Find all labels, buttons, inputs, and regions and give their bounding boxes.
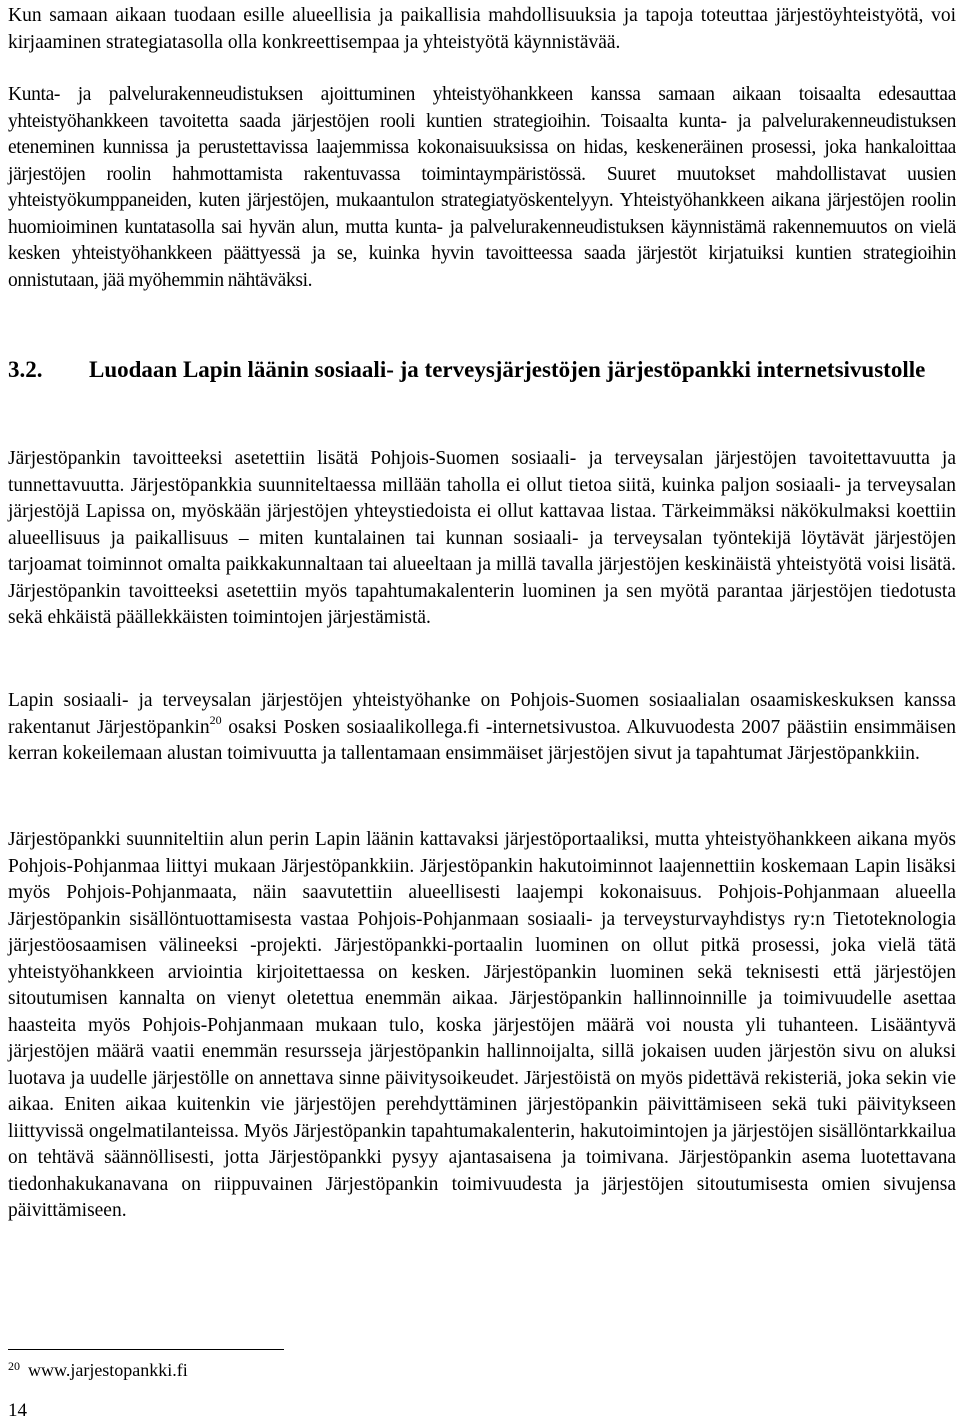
footnote-reference: 20 xyxy=(209,712,222,727)
paragraph-4-text-before: Lapin sosiaali- ja terveysalan järjestöjen yhteistyöhanke on Pohjois-Suomen sosiaalialan osaamiskeskuksen kanssa rakentanut Järjestöpankin xyxy=(8,690,956,738)
paragraph-3: Järjestöpankin tavoitteeksi asetettiin lisätä Pohjois-Suomen sosiaali- ja terveysalan järjestöjen tavoitettavuutta ja tunnettavuutta. Järjestöpankkia suunniteltaessa millään taholla ei ollut tietoa siitä, kuinka paljon sosiaali- ja terveysalan järjestöjä Lapissa on, myöskään järjestöjen yhteystiedoista ei ollut kattavaa listaa. Tärkeimmäksi näkökulmaksi koettiin alueellisuus ja paikallisuus – miten kuntalainen tai kunnan sosiaali- ja terveysalan työntekijä löytävät järjestöjen tarjoamat toiminnot omalta paikkakunnaltaan tai alueeltaan ja millä tavalla järjestöjen keskinäistä yhteistyötä voisi lisätä. Järjestöpankin tavoitteeksi asetettiin myös tapahtumakalenterin luominen ja sen myötä parantaa järjestöjen tiedotusta sekä ehkäistä päällekkäisten toimintojen järjestämistä. xyxy=(8,448,956,628)
section-title: Luodaan Lapin läänin sosiaali- ja terveysjärjestöjen järjestöpankki internetsivustolle xyxy=(89,357,926,382)
footnote-text: www.jarjestopankki.fi xyxy=(28,1360,188,1380)
footnote-divider xyxy=(8,1349,284,1350)
paragraph-4-text-after: osaksi Posken sosiaalikollega.fi -internetsivustoa. Alkuvuodesta 2007 päästiin ensimmäisen kerran kokeilemaan alustan toimivuutta ja tallentamaan ensimmäiset järjestöjen sivut ja tapahtumat Järjestöpankkiin. xyxy=(8,716,956,764)
page-number: 14 xyxy=(8,1400,27,1421)
paragraph-1: Kun samaan aikaan tuodaan esille alueellisia ja paikallisia mahdollisuuksia ja tapoja toteuttaa järjestöyhteistyötä, voi kirjaaminen strategiatasolla olla konkreettisempaa ja yhteistyötä käynnistävää. xyxy=(8,5,956,53)
paragraph-4 xyxy=(8,688,956,768)
section-number: 3.2. xyxy=(8,357,43,382)
paragraph-5: Järjestöpankki suunniteltiin alun perin Lapin läänin kattavaksi järjestöportaaliksi, mutta yhteistyöhankkeen aikana myös Pohjois-Pohjanmaa liittyi mukaan Järjestöpankkiin. Järjestöpankin hakutoiminnot laajennettiin koskemaan Lapin lisäksi myös Pohjois-Pohjanmaata, näin saavutettiin alueellisesti laajempi kokonaisuus. Pohjois-Pohjanmaan alueella Järjestöpankin sisällöntuottamisesta vastaa Pohjois-Pohjanmaan sosiaali- ja terveysturvayhdistys ry:n Tietoteknologia järjestöosaamisen välineeksi -projekti. Järjestöpankki-portaalin luominen on ollut pitkä prosessi, joka vielä tätä yhteistyöhankkeen arviointia kirjoitettaessa on kesken. Järjestöpankin luominen sekä teknisesti että järjestöjen sitoutumisen kannalta on vienyt oletettua enemmän aikaa. Järjestöpankin hallinnoinnille ja toimivuudelle asettaa haasteita myös Pohjois-Pohjanmaan mukaan tulo, koska järjestöjen määrä voi nousta yli tuhanteen. Lisääntyvä järjestöjen määrä vaatii enemmän resursseja järjestöpankin hallinnoijalta, sillä jokaisen uuden järjestön sivu on aluksi luotava ja uudelle järjestölle on annettava sinne päivitysoikeudet. Järjestöistä on myös pidettävä rekisteriä, joka sekin vie aikaa. Eniten aikaa kuitenkin vie järjestöjen perehdyttäminen järjestöpankin päivittämiseen sekä tuki päivitykseen liittyvissä ongelmatilanteissa. Myös Järjestöpankin tapahtumakalenterin, hakutoimintojen ja järjestöjen sisällöntarkkailua on tehtävä säännöllisesti, jotta Järjestöpankki pysyy ajantasaisena ja toimivana. Järjestöpankin asema luotettavana tiedonhakukanavana on riippuvainen Järjestöpankin toimivuudesta ja järjestöjen sitoutumisesta omien sivujensa päivittämiseen. xyxy=(8,829,956,1221)
footnote-mark: 20 xyxy=(8,1359,20,1373)
paragraph-2: Kunta- ja palvelurakenneudistuksen ajoittuminen yhteistyöhankkeen kanssa samaan aikaan toisaalta edesauttaa yhteistyöhankkeen tavoitetta saada järjestöjen rooli kuntien strategioihin. Toisaalta kunta- ja palvelurakenneudistuksen eteneminen kunnissa ja perustettavissa laajemmissa kokonaisuuksissa on hidas, keskeneräinen prosessi, joka hankaloittaa järjestöjen roolin hahmottamista rakentuvassa toimintaympäristössä. Suuret muutokset mahdollistavat uusien yhteistyökumppaneiden, kuten järjestöjen, mukaantulon strategiatyöskentelyyn. Yhteistyöhankkeen aikana järjestöjen roolin huomioiminen kuntatasolla sai hyvän alun, mutta kunta- ja palvelurakenneudistuksen käynnistämä rakennemuutos on vielä kesken yhteistyöhankkeen päättyessä ja se, kuinka hyvin tavoitteessa saada järjestöt kirjatuiksi kuntien strategioihin onnistutaan, jää myöhemmin nähtäväksi. xyxy=(8,84,956,291)
